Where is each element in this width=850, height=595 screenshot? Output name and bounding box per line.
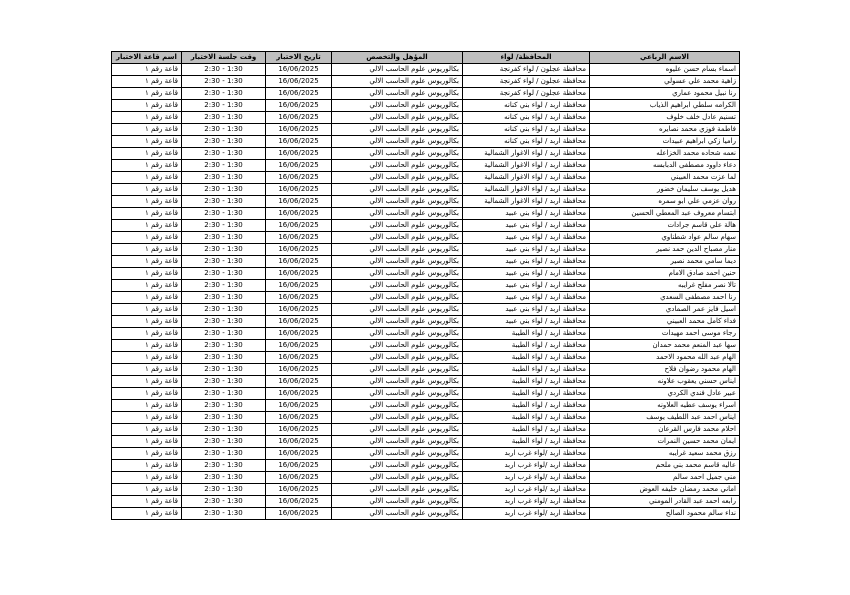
qualification-major-cell: بكالوريوس علوم الحاسب الالي xyxy=(332,484,463,496)
candidate-name-cell: ايمان محمد حسين النمرات xyxy=(590,436,740,448)
exam-room-cell: قاعة رقم ١ xyxy=(112,88,182,100)
exam-room-cell: قاعة رقم ١ xyxy=(112,280,182,292)
candidate-name-cell: لما عزت محمد العبيني xyxy=(590,172,740,184)
table-row xyxy=(112,244,740,256)
governorate-district-cell: محافظة اربد / لواء بني عبيد xyxy=(463,256,590,268)
exam-room-cell: قاعة رقم ١ xyxy=(112,508,182,520)
exam-session-time-cell: 1:30 - 2:30 xyxy=(182,208,266,220)
governorate-district-cell: محافظة اربد / لواء بني عبيد xyxy=(463,304,590,316)
governorate-district-cell: محافظة اربد / لواء الطيبة xyxy=(463,436,590,448)
candidate-name-cell: حنين احمد صادق الامام xyxy=(590,268,740,280)
candidate-name-cell: اسراء يوسف عطيه العلاونه xyxy=(590,400,740,412)
candidate-name-cell: تسنيم عادل خلف خلوف xyxy=(590,112,740,124)
table-row xyxy=(112,64,740,76)
table-row xyxy=(112,124,740,136)
exam-date-cell: 16/06/2025 xyxy=(266,100,332,112)
exam-room-cell: قاعة رقم ١ xyxy=(112,172,182,184)
header-row xyxy=(112,52,740,64)
qualification-major-cell: بكالوريوس علوم الحاسب الالي xyxy=(332,388,463,400)
header-time: وقت جلسة الاختبار xyxy=(182,52,266,64)
exam-session-time-cell: 1:30 - 2:30 xyxy=(182,124,266,136)
qualification-major-cell: بكالوريوس علوم الحاسب الالي xyxy=(332,304,463,316)
exam-session-time-cell: 1:30 - 2:30 xyxy=(182,256,266,268)
table-row xyxy=(112,76,740,88)
qualification-major-cell: بكالوريوس علوم الحاسب الالي xyxy=(332,160,463,172)
header-name: الاسم الرباعي xyxy=(590,52,740,64)
exam-date-cell: 16/06/2025 xyxy=(266,76,332,88)
qualification-major-cell: بكالوريوس علوم الحاسب الالي xyxy=(332,124,463,136)
qualification-major-cell: بكالوريوس علوم الحاسب الالي xyxy=(332,208,463,220)
exam-session-time-cell: 1:30 - 2:30 xyxy=(182,136,266,148)
qualification-major-cell: بكالوريوس علوم الحاسب الالي xyxy=(332,268,463,280)
exam-room-cell: قاعة رقم ١ xyxy=(112,196,182,208)
governorate-district-cell: محافظة اربد / لواء بني عبيد xyxy=(463,280,590,292)
table-row xyxy=(112,184,740,196)
exam-session-time-cell: 1:30 - 2:30 xyxy=(182,268,266,280)
exam-session-time-cell: 1:30 - 2:30 xyxy=(182,484,266,496)
qualification-major-cell: بكالوريوس علوم الحاسب الالي xyxy=(332,436,463,448)
exam-date-cell: 16/06/2025 xyxy=(266,280,332,292)
exam-room-cell: قاعة رقم ١ xyxy=(112,244,182,256)
qualification-major-cell: بكالوريوس علوم الحاسب الالي xyxy=(332,424,463,436)
qualification-major-cell: بكالوريوس علوم الحاسب الالي xyxy=(332,112,463,124)
candidate-name-cell: فداء كامل محمد العبيني xyxy=(590,316,740,328)
governorate-district-cell: محافظة اربد / لواء بني عبيد xyxy=(463,220,590,232)
exam-room-cell: قاعة رقم ١ xyxy=(112,304,182,316)
exam-session-time-cell: 1:30 - 2:30 xyxy=(182,352,266,364)
table-body xyxy=(112,64,740,520)
exam-session-time-cell: 1:30 - 2:30 xyxy=(182,508,266,520)
exam-room-cell: قاعة رقم ١ xyxy=(112,256,182,268)
exam-date-cell: 16/06/2025 xyxy=(266,484,332,496)
candidate-name-cell: هالة علي قاسم جرادات xyxy=(590,220,740,232)
exam-room-cell: قاعة رقم ١ xyxy=(112,208,182,220)
exam-date-cell: 16/06/2025 xyxy=(266,376,332,388)
table-row xyxy=(112,400,740,412)
candidate-name-cell: رنا نبيل محمود عماري xyxy=(590,88,740,100)
table-row xyxy=(112,484,740,496)
table-row xyxy=(112,280,740,292)
table-row xyxy=(112,364,740,376)
exam-room-cell: قاعة رقم ١ xyxy=(112,148,182,160)
exam-room-cell: قاعة رقم ١ xyxy=(112,364,182,376)
exam-date-cell: 16/06/2025 xyxy=(266,268,332,280)
exam-session-time-cell: 1:30 - 2:30 xyxy=(182,100,266,112)
exam-date-cell: 16/06/2025 xyxy=(266,148,332,160)
table-row xyxy=(112,292,740,304)
exam-room-cell: قاعة رقم ١ xyxy=(112,496,182,508)
governorate-district-cell: محافظة اربد /لواء غرب اربد xyxy=(463,484,590,496)
qualification-major-cell: بكالوريوس علوم الحاسب الالي xyxy=(332,292,463,304)
qualification-major-cell: بكالوريوس علوم الحاسب الالي xyxy=(332,256,463,268)
candidate-name-cell: فاطمة فوزي محمد نصايره xyxy=(590,124,740,136)
exam-room-cell: قاعة رقم ١ xyxy=(112,268,182,280)
exam-session-time-cell: 1:30 - 2:30 xyxy=(182,280,266,292)
table-row xyxy=(112,256,740,268)
exam-date-cell: 16/06/2025 xyxy=(266,220,332,232)
table-row xyxy=(112,268,740,280)
candidate-name-cell: الهام عبد الله محمود الاحمد xyxy=(590,352,740,364)
exam-date-cell: 16/06/2025 xyxy=(266,340,332,352)
governorate-district-cell: محافظة اربد / لواء الطيبة xyxy=(463,424,590,436)
exam-session-time-cell: 1:30 - 2:30 xyxy=(182,304,266,316)
exam-date-cell: 16/06/2025 xyxy=(266,88,332,100)
qualification-major-cell: بكالوريوس علوم الحاسب الالي xyxy=(332,448,463,460)
exam-session-time-cell: 1:30 - 2:30 xyxy=(182,316,266,328)
exam-session-time-cell: 1:30 - 2:30 xyxy=(182,340,266,352)
qualification-major-cell: بكالوريوس علوم الحاسب الالي xyxy=(332,196,463,208)
exam-room-cell: قاعة رقم ١ xyxy=(112,220,182,232)
exam-date-cell: 16/06/2025 xyxy=(266,112,332,124)
qualification-major-cell: بكالوريوس علوم الحاسب الالي xyxy=(332,364,463,376)
candidate-name-cell: رابعه احمد عبد القادر المومني xyxy=(590,496,740,508)
exam-schedule-table xyxy=(111,51,740,520)
exam-session-time-cell: 1:30 - 2:30 xyxy=(182,292,266,304)
candidate-name-cell: عبير عادل فندي الكردي xyxy=(590,388,740,400)
exam-date-cell: 16/06/2025 xyxy=(266,352,332,364)
exam-session-time-cell: 1:30 - 2:30 xyxy=(182,76,266,88)
governorate-district-cell: محافظة اربد / لواء الطيبة xyxy=(463,400,590,412)
governorate-district-cell: محافظة اربد / لواء الاغوار الشمالية xyxy=(463,184,590,196)
exam-date-cell: 16/06/2025 xyxy=(266,448,332,460)
exam-room-cell: قاعة رقم ١ xyxy=(112,376,182,388)
governorate-district-cell: محافظة اربد / لواء بني كنانه xyxy=(463,112,590,124)
table-row xyxy=(112,160,740,172)
governorate-district-cell: محافظة اربد / لواء الاغوار الشمالية xyxy=(463,196,590,208)
governorate-district-cell: محافظة اربد / لواء بني عبيد xyxy=(463,208,590,220)
exam-room-cell: قاعة رقم ١ xyxy=(112,112,182,124)
exam-room-cell: قاعة رقم ١ xyxy=(112,316,182,328)
exam-room-cell: قاعة رقم ١ xyxy=(112,184,182,196)
qualification-major-cell: بكالوريوس علوم الحاسب الالي xyxy=(332,64,463,76)
exam-room-cell: قاعة رقم ١ xyxy=(112,472,182,484)
candidate-name-cell: زاهية محمد علي عسولي xyxy=(590,76,740,88)
governorate-district-cell: محافظة اربد / لواء الطيبة xyxy=(463,364,590,376)
candidate-name-cell: احلام محمد فارس القرعان xyxy=(590,424,740,436)
exam-date-cell: 16/06/2025 xyxy=(266,196,332,208)
exam-session-time-cell: 1:30 - 2:30 xyxy=(182,184,266,196)
candidate-name-cell: راميا زكي ابراهيم عبيدات xyxy=(590,136,740,148)
exam-session-time-cell: 1:30 - 2:30 xyxy=(182,196,266,208)
table-row xyxy=(112,148,740,160)
table-row xyxy=(112,412,740,424)
governorate-district-cell: محافظة اربد / لواء بني عبيد xyxy=(463,232,590,244)
candidate-name-cell: ابتسام معروف عبد المعطي الحسين xyxy=(590,208,740,220)
candidate-name-cell: الكرامه سلطي ابراهيم الذياب xyxy=(590,100,740,112)
exam-session-time-cell: 1:30 - 2:30 xyxy=(182,412,266,424)
exam-room-cell: قاعة رقم ١ xyxy=(112,484,182,496)
exam-session-time-cell: 1:30 - 2:30 xyxy=(182,376,266,388)
qualification-major-cell: بكالوريوس علوم الحاسب الالي xyxy=(332,172,463,184)
exam-room-cell: قاعة رقم ١ xyxy=(112,124,182,136)
governorate-district-cell: محافظة اربد / لواء بني كنانه xyxy=(463,124,590,136)
governorate-district-cell: محافظة اربد / لواء بني عبيد xyxy=(463,268,590,280)
exam-room-cell: قاعة رقم ١ xyxy=(112,160,182,172)
exam-date-cell: 16/06/2025 xyxy=(266,400,332,412)
governorate-district-cell: محافظة عجلون / لواء كفرنجة xyxy=(463,76,590,88)
exam-date-cell: 16/06/2025 xyxy=(266,292,332,304)
qualification-major-cell: بكالوريوس علوم الحاسب الالي xyxy=(332,88,463,100)
exam-date-cell: 16/06/2025 xyxy=(266,160,332,172)
table-row xyxy=(112,232,740,244)
table-row xyxy=(112,220,740,232)
exam-date-cell: 16/06/2025 xyxy=(266,136,332,148)
exam-date-cell: 16/06/2025 xyxy=(266,472,332,484)
governorate-district-cell: محافظة اربد / لواء الاغوار الشمالية xyxy=(463,160,590,172)
qualification-major-cell: بكالوريوس علوم الحاسب الالي xyxy=(332,412,463,424)
exam-session-time-cell: 1:30 - 2:30 xyxy=(182,364,266,376)
qualification-major-cell: بكالوريوس علوم الحاسب الالي xyxy=(332,100,463,112)
exam-date-cell: 16/06/2025 xyxy=(266,364,332,376)
governorate-district-cell: محافظة اربد / لواء بني عبيد xyxy=(463,244,590,256)
governorate-district-cell: محافظة اربد /لواء غرب اربد xyxy=(463,508,590,520)
table-row xyxy=(112,136,740,148)
qualification-major-cell: بكالوريوس علوم الحاسب الالي xyxy=(332,508,463,520)
exam-room-cell: قاعة رقم ١ xyxy=(112,412,182,424)
candidate-name-cell: دعاء داوود مصطفى الدبابسه xyxy=(590,160,740,172)
exam-session-time-cell: 1:30 - 2:30 xyxy=(182,424,266,436)
exam-date-cell: 16/06/2025 xyxy=(266,232,332,244)
header-governorate: المحافظة/ لواء xyxy=(463,52,590,64)
candidate-name-cell: عاليه قاسم محمد بني ملحم xyxy=(590,460,740,472)
governorate-district-cell: محافظة اربد / لواء الطيبة xyxy=(463,376,590,388)
candidate-name-cell: رجاء موسى احمد مهيدات xyxy=(590,328,740,340)
qualification-major-cell: بكالوريوس علوم الحاسب الالي xyxy=(332,460,463,472)
qualification-major-cell: بكالوريوس علوم الحاسب الالي xyxy=(332,496,463,508)
qualification-major-cell: بكالوريوس علوم الحاسب الالي xyxy=(332,352,463,364)
candidate-name-cell: ديما سامي محمد نصير xyxy=(590,256,740,268)
candidate-name-cell: منار مصباح الدين حمد نصير xyxy=(590,244,740,256)
governorate-district-cell: محافظة اربد / لواء الاغوار الشمالية xyxy=(463,148,590,160)
exam-date-cell: 16/06/2025 xyxy=(266,184,332,196)
table-row xyxy=(112,448,740,460)
governorate-district-cell: محافظة اربد / لواء بني كنانه xyxy=(463,100,590,112)
qualification-major-cell: بكالوريوس علوم الحاسب الالي xyxy=(332,76,463,88)
exam-room-cell: قاعة رقم ١ xyxy=(112,424,182,436)
candidate-name-cell: تالا نصر مفلح غرايبه xyxy=(590,280,740,292)
qualification-major-cell: بكالوريوس علوم الحاسب الالي xyxy=(332,280,463,292)
qualification-major-cell: بكالوريوس علوم الحاسب الالي xyxy=(332,400,463,412)
exam-room-cell: قاعة رقم ١ xyxy=(112,400,182,412)
exam-session-time-cell: 1:30 - 2:30 xyxy=(182,388,266,400)
candidate-name-cell: هديل يوسف سليمان خضور xyxy=(590,184,740,196)
qualification-major-cell: بكالوريوس علوم الحاسب الالي xyxy=(332,376,463,388)
governorate-district-cell: محافظة اربد /لواء غرب اربد xyxy=(463,496,590,508)
qualification-major-cell: بكالوريوس علوم الحاسب الالي xyxy=(332,340,463,352)
qualification-major-cell: بكالوريوس علوم الحاسب الالي xyxy=(332,220,463,232)
table-row xyxy=(112,196,740,208)
exam-date-cell: 16/06/2025 xyxy=(266,424,332,436)
exam-date-cell: 16/06/2025 xyxy=(266,460,332,472)
table-row xyxy=(112,388,740,400)
exam-room-cell: قاعة رقم ١ xyxy=(112,136,182,148)
table-row xyxy=(112,472,740,484)
governorate-district-cell: محافظة اربد / لواء بني عبيد xyxy=(463,316,590,328)
table-row xyxy=(112,88,740,100)
exam-room-cell: قاعة رقم ١ xyxy=(112,460,182,472)
candidate-name-cell: سها عبد المنعم محمد حمدان xyxy=(590,340,740,352)
table-row xyxy=(112,376,740,388)
table-row xyxy=(112,496,740,508)
governorate-district-cell: محافظة اربد /لواء غرب اربد xyxy=(463,448,590,460)
exam-room-cell: قاعة رقم ١ xyxy=(112,448,182,460)
table-row xyxy=(112,460,740,472)
exam-session-time-cell: 1:30 - 2:30 xyxy=(182,232,266,244)
exam-room-cell: قاعة رقم ١ xyxy=(112,328,182,340)
exam-session-time-cell: 1:30 - 2:30 xyxy=(182,436,266,448)
exam-room-cell: قاعة رقم ١ xyxy=(112,232,182,244)
exam-session-time-cell: 1:30 - 2:30 xyxy=(182,244,266,256)
table-row xyxy=(112,340,740,352)
exam-date-cell: 16/06/2025 xyxy=(266,388,332,400)
governorate-district-cell: محافظة اربد / لواء الطيبة xyxy=(463,340,590,352)
exam-date-cell: 16/06/2025 xyxy=(266,304,332,316)
qualification-major-cell: بكالوريوس علوم الحاسب الالي xyxy=(332,184,463,196)
exam-session-time-cell: 1:30 - 2:30 xyxy=(182,64,266,76)
governorate-district-cell: محافظة عجلون / لواء كفرنجة xyxy=(463,64,590,76)
exam-session-time-cell: 1:30 - 2:30 xyxy=(182,220,266,232)
governorate-district-cell: محافظة اربد / لواء بني كنانه xyxy=(463,136,590,148)
exam-date-cell: 16/06/2025 xyxy=(266,64,332,76)
table-row xyxy=(112,100,740,112)
candidate-name-cell: اسيل فايز عمر الصمادي xyxy=(590,304,740,316)
governorate-district-cell: محافظة اربد / لواء الطيبة xyxy=(463,328,590,340)
candidate-name-cell: ايناس حسني يعقوب علاونه xyxy=(590,376,740,388)
header-major: المؤهل والتخصص xyxy=(332,52,463,64)
governorate-district-cell: محافظة اربد /لواء غرب اربد xyxy=(463,460,590,472)
table-row xyxy=(112,352,740,364)
exam-session-time-cell: 1:30 - 2:30 xyxy=(182,328,266,340)
candidate-name-cell: الهام محمود رضوان فلاح xyxy=(590,364,740,376)
candidate-name-cell: نعمه شحاده محمد الخزاعله xyxy=(590,148,740,160)
qualification-major-cell: بكالوريوس علوم الحاسب الالي xyxy=(332,316,463,328)
governorate-district-cell: محافظة اربد / لواء الاغوار الشمالية xyxy=(463,172,590,184)
qualification-major-cell: بكالوريوس علوم الحاسب الالي xyxy=(332,148,463,160)
exam-date-cell: 16/06/2025 xyxy=(266,412,332,424)
exam-session-time-cell: 1:30 - 2:30 xyxy=(182,160,266,172)
exam-session-time-cell: 1:30 - 2:30 xyxy=(182,472,266,484)
governorate-district-cell: محافظة عجلون / لواء كفرنجة xyxy=(463,88,590,100)
qualification-major-cell: بكالوريوس علوم الحاسب الالي xyxy=(332,472,463,484)
exam-session-time-cell: 1:30 - 2:30 xyxy=(182,496,266,508)
exam-session-time-cell: 1:30 - 2:30 xyxy=(182,460,266,472)
qualification-major-cell: بكالوريوس علوم الحاسب الالي xyxy=(332,136,463,148)
governorate-district-cell: محافظة اربد / لواء الطيبة xyxy=(463,412,590,424)
exam-date-cell: 16/06/2025 xyxy=(266,244,332,256)
exam-room-cell: قاعة رقم ١ xyxy=(112,100,182,112)
exam-room-cell: قاعة رقم ١ xyxy=(112,388,182,400)
exam-date-cell: 16/06/2025 xyxy=(266,436,332,448)
candidate-name-cell: نداء سالم محمود الصالح xyxy=(590,508,740,520)
header-room: اسم قاعة الاختبار xyxy=(112,52,182,64)
exam-session-time-cell: 1:30 - 2:30 xyxy=(182,400,266,412)
table-row xyxy=(112,172,740,184)
governorate-district-cell: محافظة اربد / لواء الطيبة xyxy=(463,352,590,364)
table-row xyxy=(112,436,740,448)
exam-room-cell: قاعة رقم ١ xyxy=(112,64,182,76)
table-row xyxy=(112,508,740,520)
table-row xyxy=(112,208,740,220)
table-row xyxy=(112,424,740,436)
qualification-major-cell: بكالوريوس علوم الحاسب الالي xyxy=(332,232,463,244)
exam-room-cell: قاعة رقم ١ xyxy=(112,352,182,364)
qualification-major-cell: بكالوريوس علوم الحاسب الالي xyxy=(332,244,463,256)
candidate-name-cell: اسماء بسام حسن عليوه xyxy=(590,64,740,76)
exam-date-cell: 16/06/2025 xyxy=(266,316,332,328)
exam-session-time-cell: 1:30 - 2:30 xyxy=(182,172,266,184)
exam-date-cell: 16/06/2025 xyxy=(266,508,332,520)
qualification-major-cell: بكالوريوس علوم الحاسب الالي xyxy=(332,328,463,340)
candidate-name-cell: روان عزمي علي ابو سمره xyxy=(590,196,740,208)
exam-date-cell: 16/06/2025 xyxy=(266,328,332,340)
governorate-district-cell: محافظة اربد / لواء بني عبيد xyxy=(463,292,590,304)
exam-date-cell: 16/06/2025 xyxy=(266,208,332,220)
exam-session-time-cell: 1:30 - 2:30 xyxy=(182,448,266,460)
table-row xyxy=(112,328,740,340)
table-row xyxy=(112,304,740,316)
exam-room-cell: قاعة رقم ١ xyxy=(112,292,182,304)
exam-room-cell: قاعة رقم ١ xyxy=(112,340,182,352)
candidate-name-cell: رنا احمد مصطفى السعدي xyxy=(590,292,740,304)
exam-room-cell: قاعة رقم ١ xyxy=(112,436,182,448)
table-row xyxy=(112,316,740,328)
candidate-name-cell: رزق محمد سعيد غرايبه xyxy=(590,448,740,460)
exam-date-cell: 16/06/2025 xyxy=(266,256,332,268)
governorate-district-cell: محافظة اربد /لواء غرب اربد xyxy=(463,472,590,484)
table-row xyxy=(112,112,740,124)
exam-session-time-cell: 1:30 - 2:30 xyxy=(182,88,266,100)
candidate-name-cell: ايناس احمد عبد اللطيف يوسف xyxy=(590,412,740,424)
exam-date-cell: 16/06/2025 xyxy=(266,496,332,508)
candidate-name-cell: مني جميل احمد سالم xyxy=(590,472,740,484)
exam-date-cell: 16/06/2025 xyxy=(266,124,332,136)
header-date: تاريخ الاختبار xyxy=(266,52,332,64)
exam-room-cell: قاعة رقم ١ xyxy=(112,76,182,88)
candidate-name-cell: سهام سالم عواد شطناوي xyxy=(590,232,740,244)
governorate-district-cell: محافظة اربد / لواء الطيبة xyxy=(463,388,590,400)
exam-session-time-cell: 1:30 - 2:30 xyxy=(182,112,266,124)
candidate-name-cell: اماني محمد رمضان خليفه العوض xyxy=(590,484,740,496)
exam-date-cell: 16/06/2025 xyxy=(266,172,332,184)
exam-session-time-cell: 1:30 - 2:30 xyxy=(182,148,266,160)
